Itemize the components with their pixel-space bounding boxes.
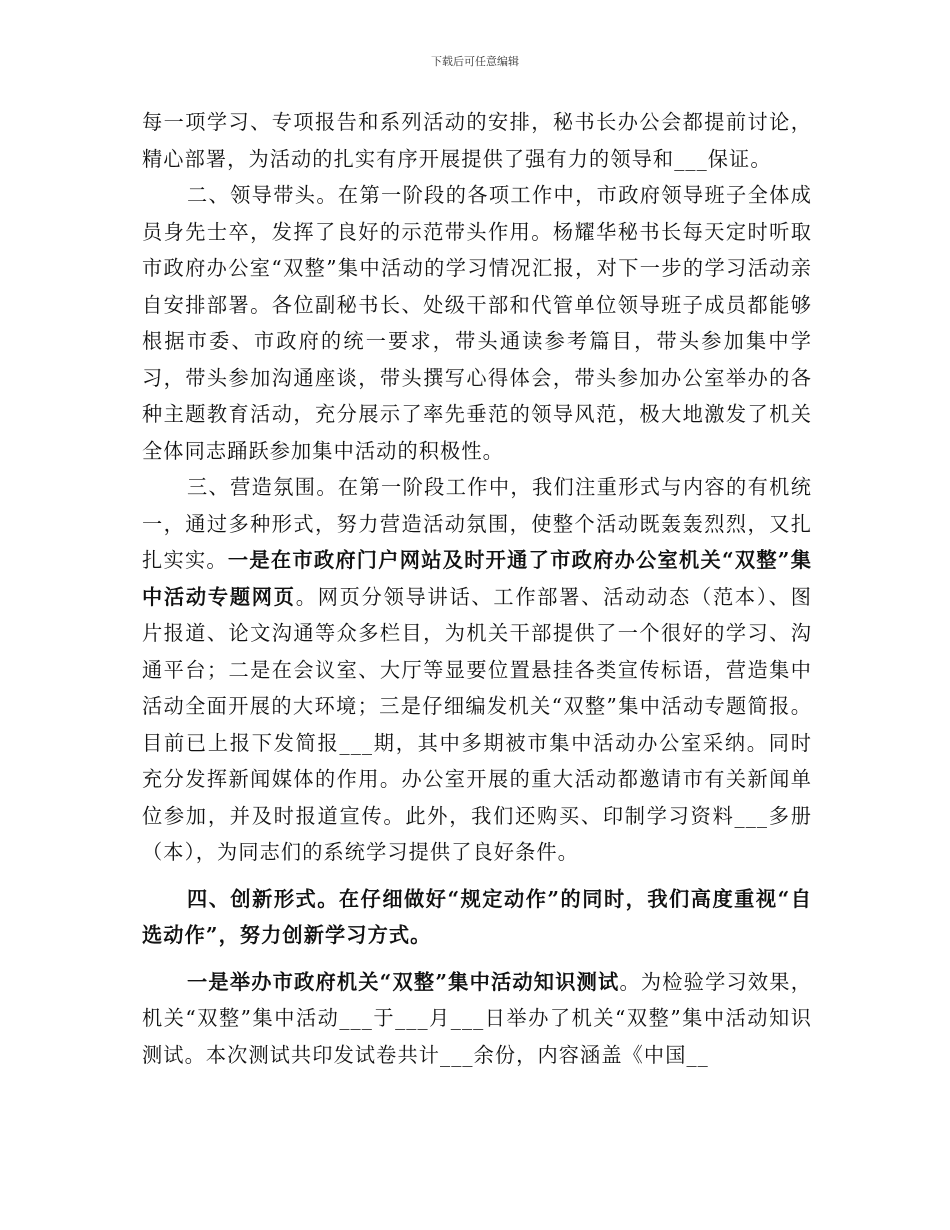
paragraph-1: 每一项学习、专项报告和系列活动的安排，秘书长办公会都提前讨论，精心部署，为活动的扎实有序开展提供了强有力的领导和___保证。 bbox=[142, 110, 812, 171]
paragraph-atmosphere-intro: 三、营造氛围。在第一阶段工作中，我们注重形式与内容的有机统一，通过多种形式，努力营造活动氛围，使整个活动既轰轰烈烈，又扎扎实实。 bbox=[142, 475, 812, 572]
paragraph-atmosphere-rest: 。网页分领导讲话、工作部署、活动动态（范本）、图片报道、论文沟通等众多栏目，为机关干部提供了一个很好的学习、沟通平台；二是在会议室、大厅等显要位置悬挂各类宣传标语，营造集中活动全面开展的大环境；三是仔细编发机关“双整”集中活动专题简报。目前已上报下发简报___期，其中多期被市集中活动办公室采纳。同时充分发挥新闻媒体的作用。办公室开展的重大活动都邀请市有关新闻单位参加，并及时报道宣传。此外，我们还购买、印制学习资料___多册（本），为同志们的系统学习提供了良好条件。 bbox=[142, 584, 813, 864]
paragraph-leadership: 二、领导带头。在第一阶段的各项工作中，市政府领导班子全体成员身先士卒，发挥了良好的示范带头作用。杨耀华秘书长每天定时听取市政府办公室“双整”集中活动的学习情况汇报，对下一步的学习活动亲自安排部署。各位副秘书长、处级干部和代管单位领导班子成员都能够根据市委、市政府的统一要求，带头通读参考篇目，带头参加集中学习，带头参加沟通座谈，带头撰写心得体会，带头参加办公室举办的各种主题教育活动，充分展示了率先垂范的领导风范，极大地激发了机关全体同志踊跃参加集中活动的积极性。 bbox=[142, 183, 812, 463]
paragraph-atmosphere-bold: 一是在市政府门户网站及时开通了市政府办公室机关“双整”集中活动专题网页 bbox=[142, 548, 812, 609]
document-body bbox=[142, 104, 812, 1073]
paragraph-quiz bbox=[142, 964, 812, 1074]
page-header: 下载后可任意编辑 bbox=[431, 55, 519, 68]
paragraph-quiz-bold: 一是举办市政府机关“双整”集中活动知识测试 bbox=[187, 969, 620, 994]
paragraph-atmosphere bbox=[142, 469, 812, 871]
paragraph-innovation: 四、创新形式。在仔细做好“规定动作”的同时，我们高度重视“自选动作”，努力创新学习方式。 bbox=[142, 886, 812, 947]
paragraph-quiz-rest: 。为检验学习效果，机关“双整”集中活动___于___月___日举办了机关“双整”集中活动知识测试。本次测试共印发试卷共计___余份，内容涵盖《中国__ bbox=[142, 969, 813, 1067]
